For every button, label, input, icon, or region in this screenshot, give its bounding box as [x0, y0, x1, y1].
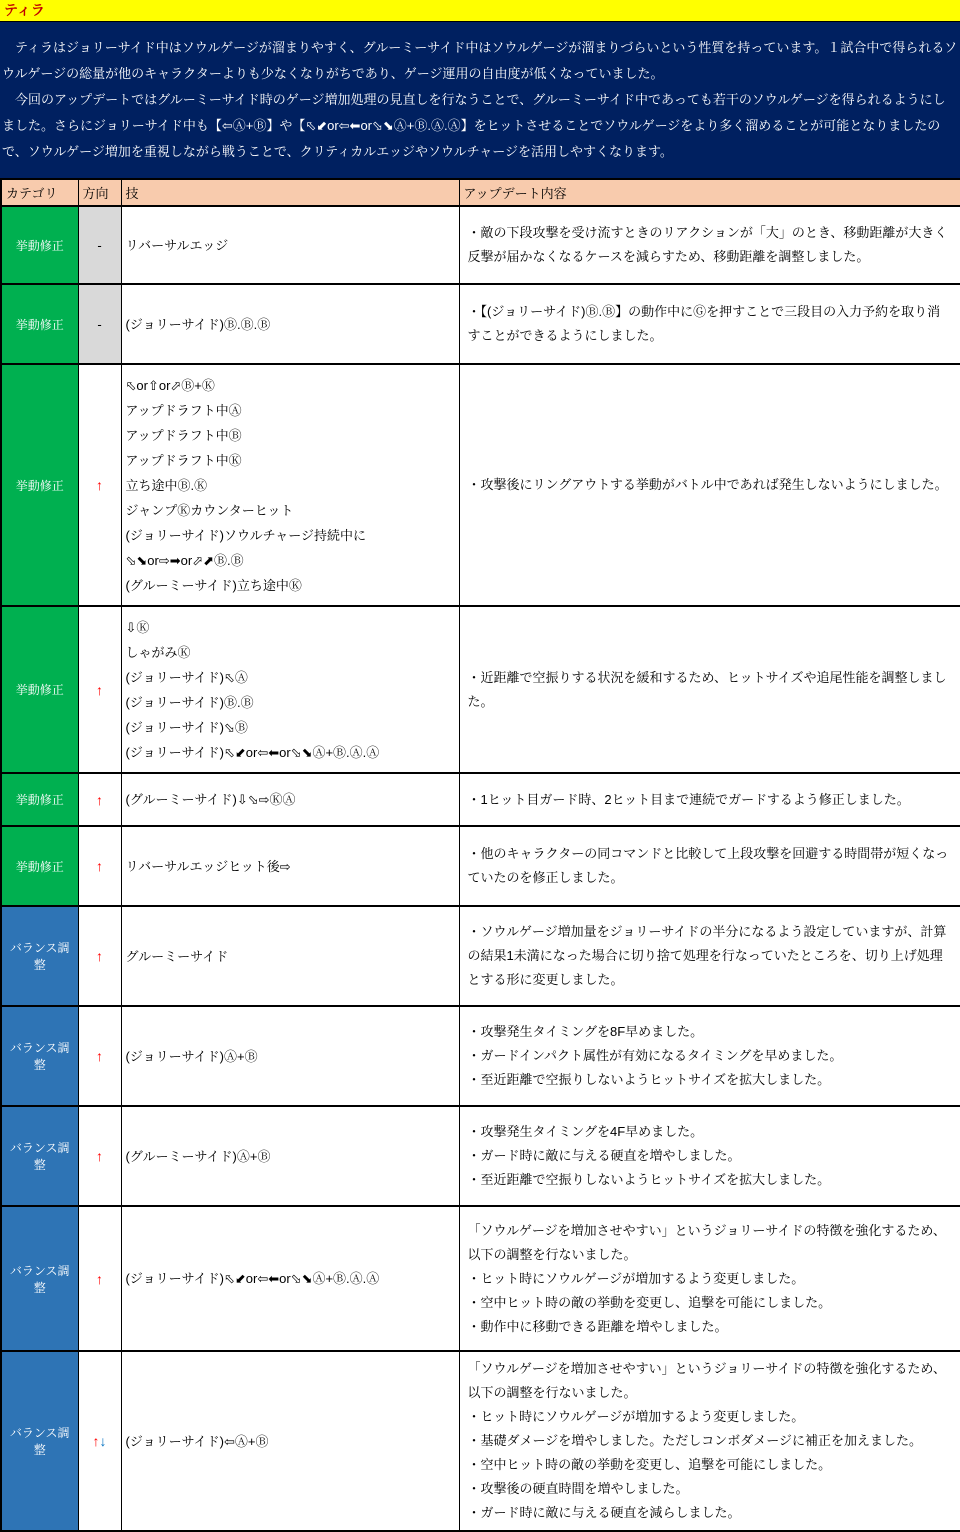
direction-cell — [78, 284, 121, 364]
move-line: (グルーミーサイド)Ⓐ+Ⓑ — [125, 1148, 271, 1164]
update-line: ・ヒット時にソウルゲージが増加するよう変更しました。 — [467, 1409, 805, 1424]
update-line: ・至近距離で空振りしないようヒットサイズを拡大しました。 — [467, 1172, 831, 1187]
update-line: ・動作中に移動できる距離を増やしました。 — [467, 1318, 728, 1334]
direction-up-arrow: ↑ — [96, 681, 103, 698]
move-line: ジャンプⓀカウンターヒット — [125, 502, 294, 518]
move-line: (ジョリーサイド)Ⓐ+Ⓑ — [125, 1048, 258, 1064]
move-line: (ジョリーサイド)⇦Ⓐ+Ⓑ — [125, 1433, 269, 1449]
move-line: (ジョリーサイド)Ⓑ.Ⓑ.Ⓑ — [125, 316, 271, 332]
move-cell — [121, 1106, 459, 1206]
intro-block — [0, 22, 960, 178]
table-row — [1, 206, 960, 284]
move-line: ⇩Ⓚ — [125, 619, 150, 635]
update-line: 「ソウルゲージを増加させやすい」というジョリーサイドの特徴を強化するため、以下の調整を行ないました。 — [467, 1222, 946, 1262]
update-line: ・敵の下段攻撃を受け流すときのリアクションが「大」のとき、移動距離が大きく反撃が届かなくなるケースを減らすため、移動距離を調整しました。 — [467, 225, 948, 264]
update-line: ・攻撃発生タイミングを4F早めました。 — [467, 1124, 704, 1139]
direction-cell — [78, 606, 121, 773]
move-line: 立ち途中Ⓑ.Ⓚ — [125, 477, 208, 493]
category-cell: バランス調整 — [1, 1006, 78, 1106]
move-cell — [121, 773, 459, 826]
move-line: グルーミーサイド — [125, 948, 229, 964]
update-cell — [459, 906, 960, 1006]
direction-cell — [78, 826, 121, 906]
direction-cell — [78, 1206, 121, 1351]
move-cell — [121, 364, 459, 606]
move-cell — [121, 1206, 459, 1351]
update-cell — [459, 1006, 960, 1106]
move-line: (ジョリーサイド)Ⓑ.Ⓑ — [125, 694, 254, 710]
category-cell: 挙動修正 — [1, 826, 78, 906]
direction-up-arrow: ↑ — [92, 1433, 100, 1449]
direction-cell — [78, 1006, 121, 1106]
update-line: ・ガード時に敵に与える硬直を増やしました。 — [467, 1148, 741, 1163]
move-line: アップドラフト中Ⓑ — [125, 427, 242, 443]
update-cell — [459, 284, 960, 364]
direction-up-arrow: ↑ — [96, 791, 103, 808]
move-cell — [121, 284, 459, 364]
move-cell — [121, 826, 459, 906]
direction-cell — [78, 364, 121, 606]
direction-dash: - — [97, 316, 102, 332]
direction-cell — [78, 206, 121, 284]
update-table — [0, 178, 960, 1532]
table-row — [1, 364, 960, 606]
update-line: ・ソウルゲージ増加量をジョリーサイドの半分になるよう設定していますが、計算の結果1未満になった場合に切り捨て処理を行なっていたところを、切り上げ処理とする形に変更しました。 — [467, 924, 947, 987]
update-line: ・攻撃後にリングアウトする挙動がバトル中であれば発生しないようにしました。 — [467, 477, 948, 492]
direction-up-arrow: ↑ — [96, 1270, 103, 1287]
table-row — [1, 773, 960, 826]
category-cell: 挙動修正 — [1, 606, 78, 773]
move-line: (ジョリーサイド)⬁⬋or⇦⬅or⬂⬊Ⓐ+Ⓑ.Ⓐ.Ⓐ — [125, 1271, 380, 1286]
direction-cell — [78, 1351, 121, 1531]
table-row — [1, 906, 960, 1006]
table-row — [1, 1351, 960, 1531]
move-line: (グルーミーサイド)⇩⬂⇨ⓀⒶ — [125, 792, 296, 807]
update-line: ・攻撃後の硬直時間を増やしました。 — [467, 1481, 689, 1496]
update-cell — [459, 1206, 960, 1351]
table-row — [1, 606, 960, 773]
update-line: ・【(ジョリーサイド)Ⓑ.Ⓑ】の動作中にⒼを押すことで三段目の入力予約を取り消すことができるようにしました。 — [467, 304, 941, 343]
category-cell: 挙動修正 — [1, 284, 78, 364]
move-cell — [121, 906, 459, 1006]
update-line: ・ガード時に敵に与える硬直を減らしました。 — [467, 1505, 741, 1520]
table-body — [1, 206, 960, 1531]
direction-up-arrow: ↑ — [96, 858, 103, 874]
table-row — [1, 826, 960, 906]
header-row — [1, 179, 960, 206]
update-cell — [459, 1351, 960, 1531]
move-cell — [121, 206, 459, 284]
direction-up-arrow: ↑ — [96, 948, 103, 964]
move-line: しゃがみⓀ — [125, 644, 191, 660]
category-cell: バランス調整 — [1, 906, 78, 1006]
table-row — [1, 1106, 960, 1206]
direction-up-arrow: ↑ — [96, 477, 103, 493]
intro-paragraph-2: 今回のアップデートではグルーミーサイド時のゲージ増加処理の見直しを行なうことで、グルーミーサイド中であっても若干のソウルゲージを得られるようにしました。さらにジョリーサイド中も【⇦Ⓐ+Ⓑ】や【⬁⬋or⇦⬅or⬂⬊Ⓐ+Ⓑ.Ⓐ.Ⓐ】をヒットさせることでソウルゲージをより多く溜めることが可能となりましたので、ソウルゲージ増加を重視しながら戦うことで、クリティカルエッジやソウルチャージを活用しやすくなります。 — [2, 92, 946, 159]
category-cell: バランス調整 — [1, 1206, 78, 1351]
move-line: (グルーミーサイド)立ち途中Ⓚ — [125, 577, 302, 593]
move-line: リバーサルエッジ — [125, 237, 229, 253]
update-line: ・至近距離で空振りしないようヒットサイズを拡大しました。 — [467, 1072, 831, 1087]
update-line: ・ガードインパクト属性が有効になるタイミングを早めました。 — [467, 1048, 843, 1063]
move-line: (ジョリーサイド)ソウルチャージ持続中に⬂⬊or⇨➡or⬀⬈Ⓑ.Ⓑ — [125, 527, 366, 568]
col-header-move: 技 — [121, 179, 459, 206]
move-line: ⬁or⇧or⬀Ⓑ+Ⓚ — [125, 377, 215, 393]
update-cell — [459, 606, 960, 773]
direction-up-arrow: ↑ — [96, 1048, 103, 1064]
update-line: ・空中ヒット時の敵の挙動を変更し、追撃を可能にしました。 — [467, 1457, 832, 1472]
update-line: ・ヒット時にソウルゲージが増加するよう変更しました。 — [467, 1270, 805, 1286]
direction-down-arrow: ↓ — [99, 1433, 107, 1449]
update-cell — [459, 773, 960, 826]
col-header-update: アップデート内容 — [459, 179, 960, 206]
move-cell — [121, 606, 459, 773]
move-line: アップドラフト中Ⓐ — [125, 402, 242, 418]
move-line: リバーサルエッジヒット後⇨ — [125, 858, 291, 874]
table-row — [1, 1006, 960, 1106]
page-title: ティラ — [0, 0, 960, 22]
move-line: (ジョリーサイド)⬁Ⓐ — [125, 669, 248, 685]
direction-cell — [78, 773, 121, 826]
direction-up-arrow: ↑ — [96, 1148, 103, 1164]
update-line: ・1ヒット目ガード時、2ヒット目まで連続でガードするよう修正しました。 — [467, 791, 910, 807]
move-cell — [121, 1006, 459, 1106]
update-cell — [459, 364, 960, 606]
move-line: アップドラフト中Ⓚ — [125, 452, 242, 468]
update-line: 「ソウルゲージを増加させやすい」というジョリーサイドの特徴を強化するため、以下の調整を行ないました。 — [467, 1361, 946, 1400]
direction-cell — [78, 1106, 121, 1206]
update-cell — [459, 826, 960, 906]
table-row — [1, 284, 960, 364]
direction-cell — [78, 906, 121, 1006]
category-cell: 挙動修正 — [1, 206, 78, 284]
move-line: (ジョリーサイド)⬂Ⓑ — [125, 719, 248, 735]
move-cell — [121, 1351, 459, 1531]
category-cell: バランス調整 — [1, 1351, 78, 1531]
update-line: ・近距離で空振りする状況を緩和するため、ヒットサイズや追尾性能を調整しました。 — [467, 669, 947, 709]
col-header-direction: 方向 — [78, 179, 121, 206]
update-cell — [459, 206, 960, 284]
col-header-category: カテゴリ — [1, 179, 78, 206]
update-line: ・他のキャラクターの同コマンドと比較して上段攻撃を回避する時間帯が短くなっていたのを修正しました。 — [467, 846, 949, 885]
update-line: ・基礎ダメージを増やしました。ただしコンボダメージに補正を加えました。 — [467, 1433, 922, 1448]
update-cell — [459, 1106, 960, 1206]
category-cell: 挙動修正 — [1, 773, 78, 826]
direction-dash: - — [97, 237, 102, 253]
update-line: ・攻撃発生タイミングを8F早めました。 — [467, 1024, 704, 1039]
update-line: ・空中ヒット時の敵の挙動を変更し、追撃を可能にしました。 — [467, 1294, 832, 1310]
table-row — [1, 1206, 960, 1351]
category-cell: バランス調整 — [1, 1106, 78, 1206]
intro-paragraph-1: ティラはジョリーサイド中はソウルゲージが溜まりやすく、グルーミーサイド中はソウルゲージが溜まりづらいという性質を持っています。１試合中で得られるソウルゲージの総量が他のキャラクターよりも少なくなりがちであり、ゲージ運用の自由度が低くなっていました。 — [2, 40, 958, 81]
move-line: (ジョリーサイド)⬁⬋or⇦⬅or⬂⬊Ⓐ+Ⓑ.Ⓐ.Ⓐ — [125, 744, 380, 760]
category-cell: 挙動修正 — [1, 364, 78, 606]
